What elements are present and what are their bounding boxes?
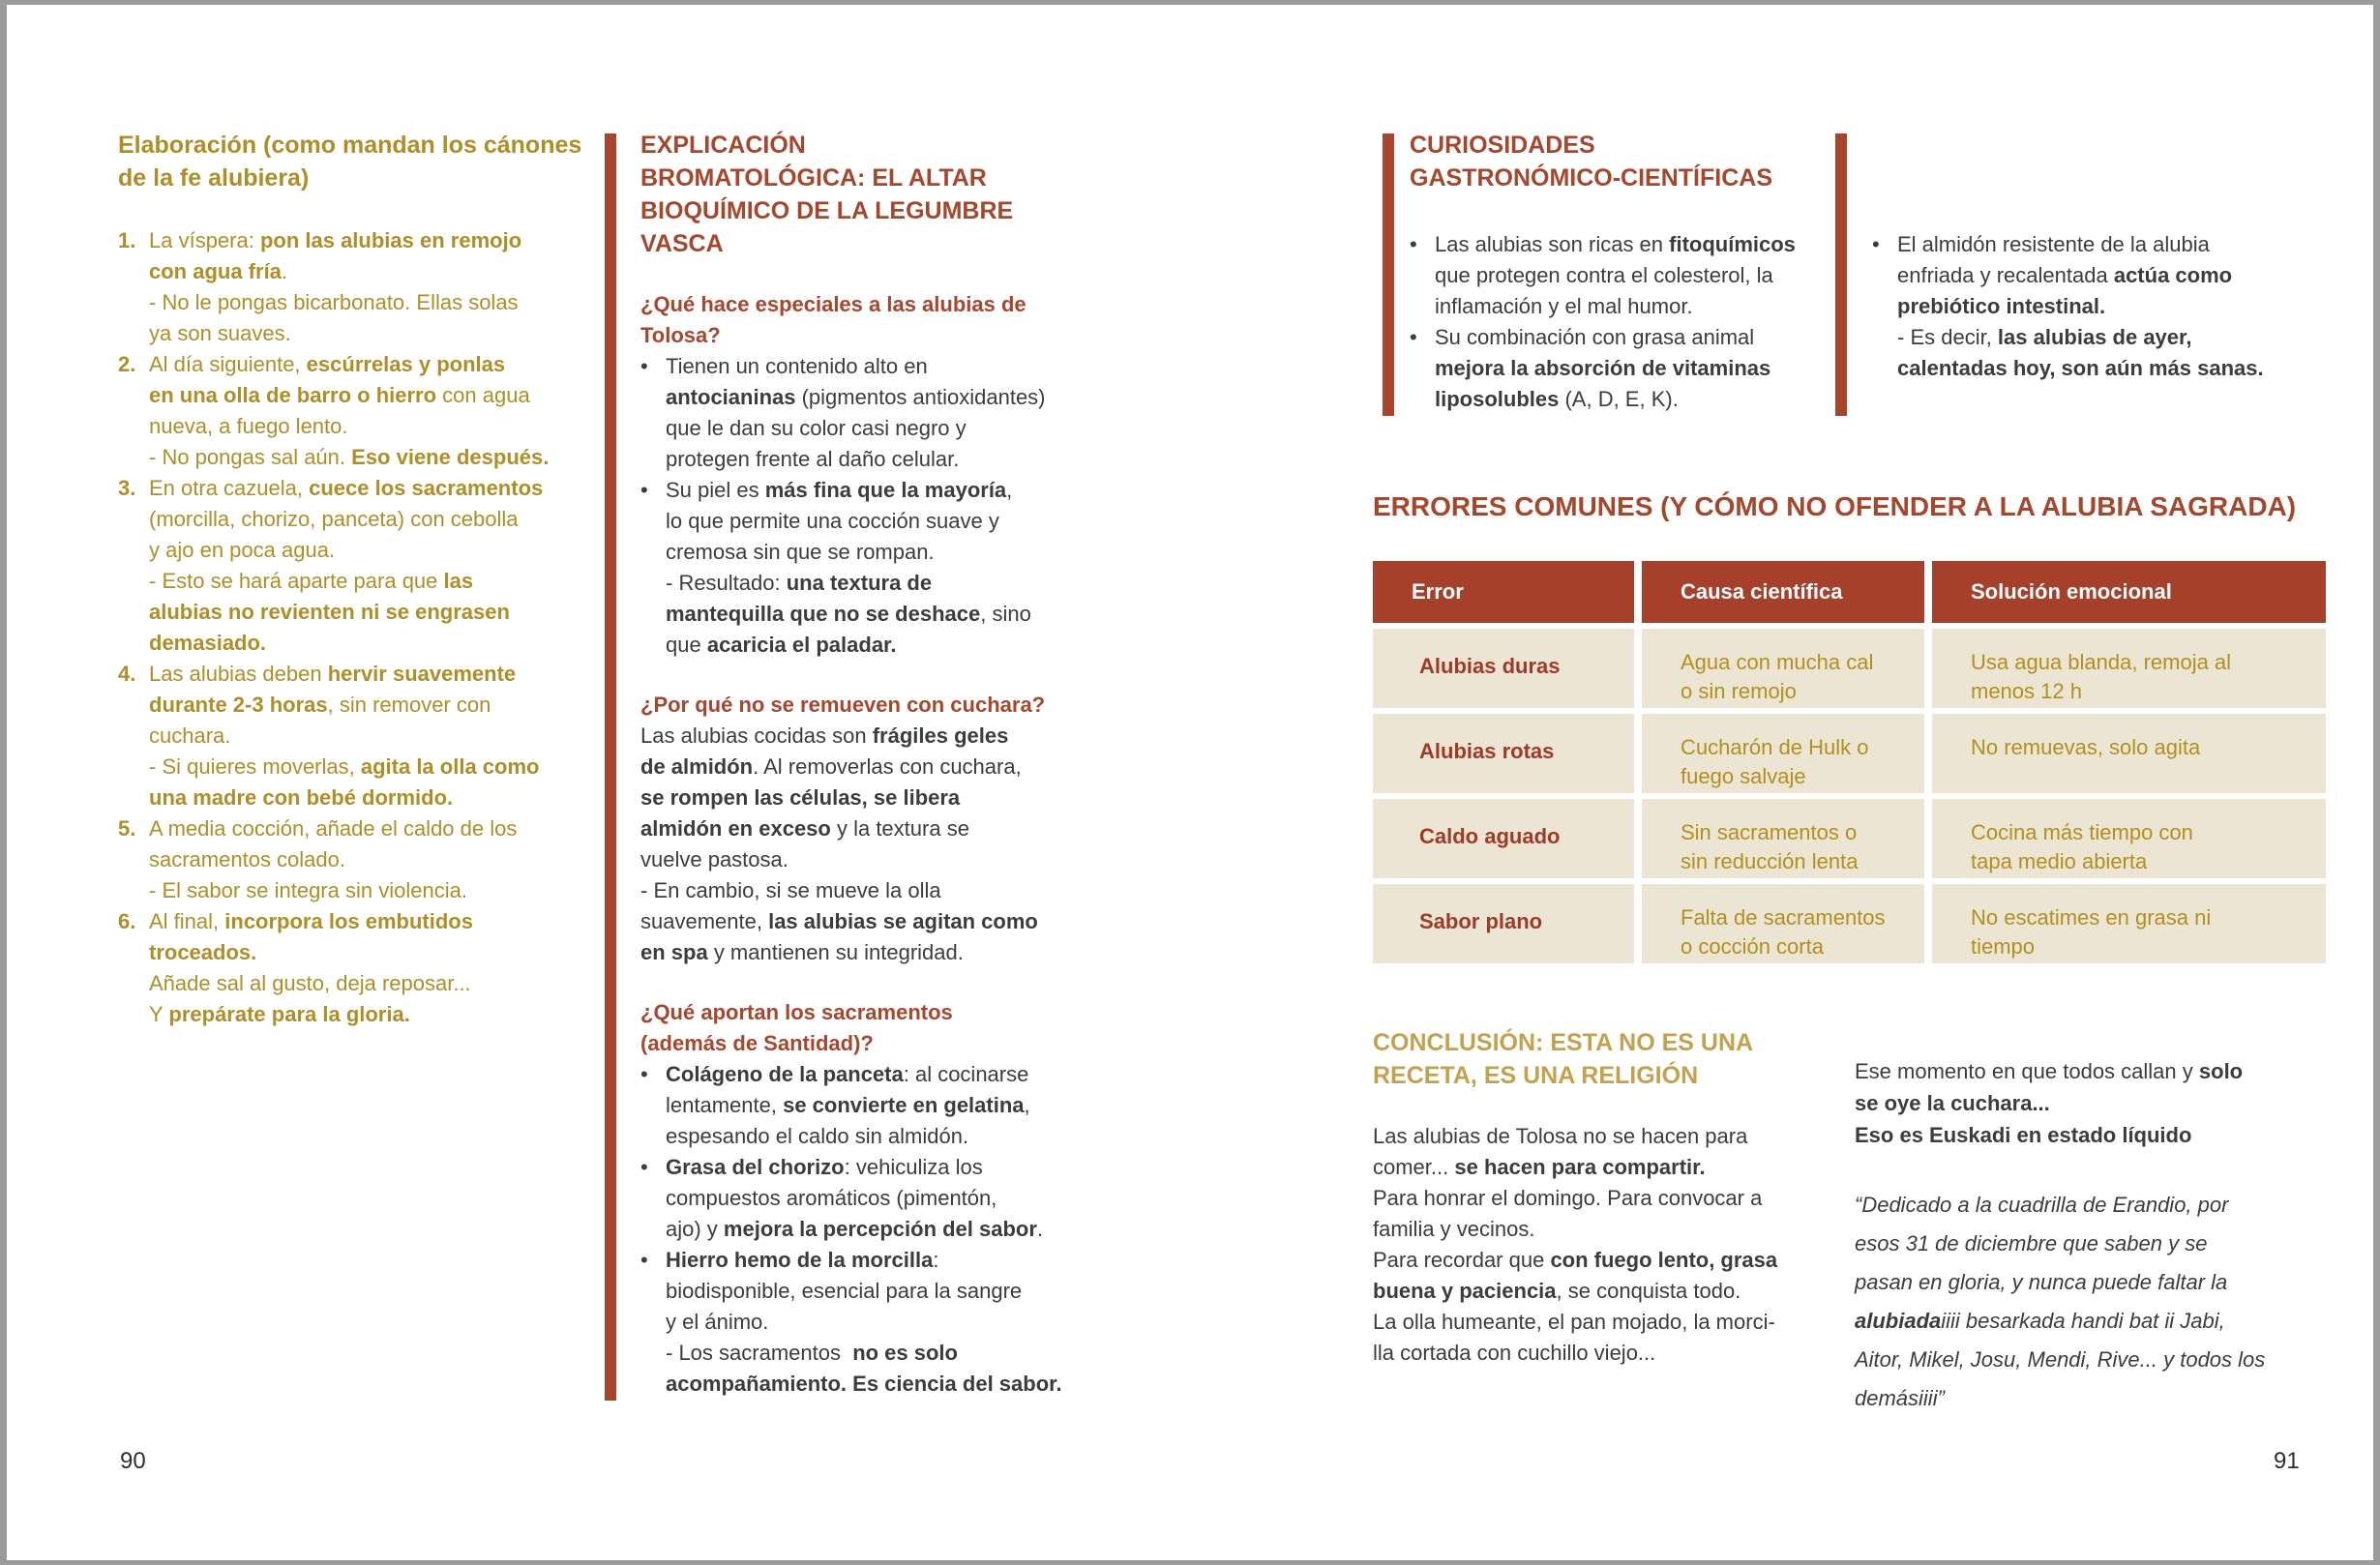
- text-line: No remuevas, solo agita: [1971, 735, 2201, 759]
- text-line: - Los sacramentos no es solo: [666, 1341, 958, 1365]
- text-line: Eso es Euskadi en estado líquido: [1855, 1123, 2192, 1147]
- text-line: enfriada y recalentada actúa como: [1897, 263, 2233, 287]
- text-block-bullet: [1410, 322, 1796, 415]
- elaboracion-steps: [118, 225, 581, 1030]
- text-line: ya son suaves.: [149, 321, 291, 345]
- table-solucion-cell: [1932, 884, 2326, 963]
- text-line: Y prepárate para la gloria.: [149, 1002, 410, 1026]
- text-line: BIOQUÍMICO DE LA LEGUMBRE: [640, 197, 1014, 224]
- explicacion-content: [640, 289, 1062, 1400]
- text-block-subhead: [640, 997, 1062, 1059]
- explicacion-section: [640, 129, 1062, 1400]
- table-error-cell: Caldo aguado: [1373, 799, 1634, 878]
- text-line: se rompen las células, se libera: [640, 785, 961, 810]
- text-line: Aitor, Mikel, Josu, Mendi, Rive... y todos los: [1855, 1347, 2266, 1372]
- text-line: que acaricia el paladar.: [666, 633, 897, 657]
- errores-table: [1373, 561, 2326, 963]
- text-block-num: [118, 906, 581, 1030]
- text-line: vuelve pastosa.: [640, 847, 788, 871]
- bullet-marker: •: [640, 1062, 648, 1086]
- text-line: inflamación y el mal humor.: [1435, 294, 1693, 318]
- conclusion-section: [1373, 1026, 1777, 1369]
- text-block-num: [118, 225, 581, 349]
- text-line: Cocina más tiempo con: [1971, 820, 2193, 844]
- text-line: Falta de sacramentos: [1681, 905, 1886, 930]
- step-number: 1.: [118, 228, 136, 252]
- text-line: buena y paciencia, se conquista todo.: [1373, 1279, 1741, 1303]
- text-block-plain: [640, 721, 1062, 968]
- text-line: Para honrar el domingo. Para convocar a: [1373, 1186, 1763, 1210]
- text-line: troceados.: [149, 940, 257, 964]
- conclusion-aside: [1855, 1055, 2265, 1151]
- curiosidades-heading: [1410, 129, 1796, 194]
- text-line: acompañamiento. Es ciencia del sabor.: [666, 1372, 1062, 1396]
- text-line: o cocción corta: [1681, 934, 1824, 959]
- text-line: RECETA, ES UNA RELIGIÓN: [1373, 1062, 1699, 1089]
- text-line: EXPLICACIÓN: [640, 132, 806, 159]
- text-line: Las alubias cocidas son frágiles geles: [640, 723, 1009, 748]
- text-line: Las alubias de Tolosa no se hacen para: [1373, 1124, 1748, 1148]
- text-line: GASTRONÓMICO-CIENTÍFICAS: [1410, 164, 1772, 192]
- text-line: de la fe alubiera): [118, 164, 310, 192]
- text-line: biodisponible, esencial para la sangre: [666, 1279, 1023, 1303]
- text-line: demásiiii”: [1855, 1386, 1945, 1410]
- explicacion-heading: [640, 129, 1062, 260]
- text-line: lo que permite una cocción suave y: [666, 509, 999, 533]
- elaboracion-section: [118, 129, 581, 1030]
- text-line: - No le pongas bicarbonato. Ellas solas: [149, 290, 519, 314]
- text-line: - El sabor se integra sin violencia.: [149, 878, 467, 902]
- bullet-marker: •: [1872, 232, 1880, 256]
- table-solucion-cell: [1932, 799, 2326, 878]
- text-line: Ese momento en que todos callan y solo: [1855, 1059, 2244, 1083]
- text-line: 3. En otra cazuela, cuece los sacramentos: [149, 473, 581, 504]
- text-line: • Colágeno de la panceta: al cocinarse: [666, 1059, 1062, 1090]
- table-causa-cell: [1642, 714, 1924, 793]
- text-line: 4. Las alubias deben hervir suavemente: [149, 659, 581, 690]
- step-number: 4.: [118, 662, 136, 686]
- text-line: que protegen contra el colesterol, la: [1435, 263, 1773, 287]
- text-line: • Tienen un contenido alto en: [666, 351, 1062, 382]
- text-line: BROMATOLÓGICA: EL ALTAR: [640, 164, 987, 192]
- text-line: suavemente, las alubias se agitan como: [640, 909, 1038, 933]
- table-solucion-cell: [1932, 629, 2326, 708]
- text-line: se oye la cuchara...: [1855, 1091, 2050, 1115]
- text-block-bullet: [640, 475, 1062, 568]
- conclusion-paragraph: [1373, 1121, 1777, 1369]
- text-line: • El almidón resistente de la alubia: [1897, 229, 2264, 260]
- elaboracion-heading: [118, 129, 581, 194]
- text-line: calentadas hoy, son aún más sanas.: [1897, 356, 2264, 380]
- text-line: compuestos aromáticos (pimentón,: [666, 1186, 997, 1210]
- text-line: en spa y mantienen su integridad.: [640, 940, 964, 964]
- table-error-cell: Alubias rotas: [1373, 714, 1634, 793]
- text-line: protegen frente al daño celular.: [666, 447, 960, 471]
- text-line: - Si quieres moverlas, agita la olla como: [149, 754, 540, 779]
- text-line: La olla humeante, el pan mojado, la morci-: [1373, 1310, 1775, 1334]
- text-line: cuchara.: [149, 723, 231, 748]
- step-number: 2.: [118, 352, 136, 376]
- text-line: y el ánimo.: [666, 1310, 769, 1334]
- text-line: sin reducción lenta: [1681, 849, 1859, 873]
- text-block-num: [118, 473, 581, 659]
- curiosidades-section: [1410, 129, 1796, 415]
- text-line: alubias no revienten ni se engrasen: [149, 600, 510, 624]
- text-line: de almidón. Al removerlas con cuchara,: [640, 754, 1022, 779]
- text-line: VASCA: [640, 230, 724, 257]
- bullet-marker: •: [640, 478, 648, 502]
- text-line: lla cortada con cuchillo viejo...: [1373, 1341, 1656, 1365]
- text-line: Usa agua blanda, remoja al: [1971, 650, 2232, 674]
- text-line: ¿Por qué no se remueven con cuchara?: [640, 693, 1046, 717]
- text-line: sacramentos colado.: [149, 847, 345, 871]
- text-block-bullet: [640, 1245, 1062, 1338]
- conclusion-heading: [1373, 1026, 1777, 1092]
- text-block-bullet: [640, 1152, 1062, 1245]
- table-header-cell: Solución emocional: [1932, 561, 2326, 623]
- table-causa-cell: [1642, 629, 1924, 708]
- text-line: alubiadaiiii besarkada handi bat ii Jabi,: [1855, 1309, 2225, 1333]
- text-line: espesando el caldo sin almidón.: [666, 1124, 969, 1148]
- text-line: 2. Al día siguiente, escúrrelas y ponlas: [149, 349, 581, 380]
- errores-heading: ERRORES COMUNES (Y CÓMO NO OFENDER A LA ALUBIA SAGRADA): [1373, 491, 2297, 521]
- text-line: Sin sacramentos o: [1681, 820, 1858, 844]
- step-number: 5.: [118, 816, 136, 841]
- text-block-num: [118, 813, 581, 906]
- text-line: - Esto se hará aparte para que las: [149, 569, 474, 593]
- bullet-marker: •: [1410, 232, 1417, 256]
- text-block-bullet: [1872, 229, 2264, 384]
- text-line: cremosa sin que se rompan.: [666, 540, 935, 564]
- text-line: almidón en exceso y la textura se: [640, 816, 969, 841]
- text-line: una madre con bebé dormido.: [149, 785, 454, 810]
- text-line: tapa medio abierta: [1971, 849, 2148, 873]
- text-line: prebiótico intestinal.: [1897, 294, 2106, 318]
- text-line: o sin remojo: [1681, 679, 1797, 703]
- conclusion-aside-column: [1855, 1055, 2265, 1418]
- text-block-subhead: [640, 690, 1062, 721]
- text-line: con agua fría.: [149, 259, 288, 283]
- bullet-marker: •: [1410, 325, 1417, 349]
- page-number-left: 90: [120, 1448, 146, 1474]
- curiosidades-col1: [1410, 229, 1796, 415]
- table-causa-cell: [1642, 799, 1924, 878]
- table-header-cell: Error: [1373, 561, 1634, 623]
- text-line: ¿Qué aportan los sacramentos: [640, 1000, 953, 1024]
- text-line: menos 12 h: [1971, 679, 2082, 703]
- text-line: comer... se hacen para compartir.: [1373, 1155, 1706, 1179]
- text-line: 1. La víspera: pon las alubias en remojo: [149, 225, 581, 256]
- table-error-cell: Alubias duras: [1373, 629, 1634, 708]
- text-line: durante 2-3 horas, sin remover con: [149, 693, 491, 717]
- text-line: - No pongas sal aún. Eso viene después.: [149, 445, 550, 469]
- text-line: liposolubles (A, D, E, K).: [1435, 387, 1679, 411]
- text-line: • Hierro hemo de la morcilla:: [666, 1245, 1062, 1276]
- page-number-right: 91: [2274, 1448, 2300, 1474]
- text-line: Agua con mucha cal: [1681, 650, 1874, 674]
- text-line: ajo) y mejora la percepción del sabor.: [666, 1217, 1044, 1241]
- text-line: - En cambio, si se mueve la olla: [640, 878, 941, 902]
- text-line: Tolosa?: [640, 323, 721, 347]
- text-line: CONCLUSIÓN: ESTA NO ES UNA: [1373, 1029, 1754, 1056]
- text-block-subhead: [640, 289, 1062, 351]
- text-block-indent: [640, 568, 1062, 661]
- text-block-indent: [640, 1338, 1062, 1400]
- text-block-bullet: [640, 351, 1062, 475]
- table-causa-cell: [1642, 884, 1924, 963]
- text-line: • Las alubias son ricas en fitoquímicos: [1435, 229, 1796, 260]
- text-line: Elaboración (como mandan los cánones: [118, 132, 582, 159]
- text-line: demasiado.: [149, 631, 267, 655]
- text-line: (morcilla, chorizo, panceta) con cebolla: [149, 507, 519, 531]
- text-block-num: [118, 349, 581, 473]
- text-block-num: [118, 659, 581, 813]
- text-line: esos 31 de diciembre que saben y se: [1855, 1231, 2208, 1255]
- text-line: Cucharón de Hulk o: [1681, 735, 1869, 759]
- curiosidades-accent-bar-middle: [1835, 133, 1847, 416]
- text-line: - Resultado: una textura de: [666, 571, 933, 595]
- text-line: tiempo: [1971, 934, 2036, 959]
- text-line: (además de Santidad)?: [640, 1031, 874, 1055]
- text-line: que le dan su color casi negro y: [666, 416, 967, 440]
- text-line: “Dedicado a la cuadrilla de Erandio, por: [1855, 1193, 2229, 1217]
- curiosidades-accent-bar-left: [1383, 133, 1394, 416]
- text-line: 5. A media cocción, añade el caldo de los: [149, 813, 581, 844]
- text-line: 6. Al final, incorpora los embutidos: [149, 906, 581, 937]
- text-block-bullet: [1410, 229, 1796, 322]
- text-line: nueva, a fuego lento.: [149, 414, 348, 438]
- text-line: fuego salvaje: [1681, 764, 1806, 788]
- step-number: 3.: [118, 476, 136, 500]
- text-line: No escatimes en grasa ni: [1971, 905, 2212, 930]
- text-line: mejora la absorción de vitaminas: [1435, 356, 1771, 380]
- step-number: 6.: [118, 909, 136, 933]
- text-line: ¿Qué hace especiales a las alubias de: [640, 292, 1026, 316]
- bullet-marker: •: [640, 1248, 648, 1272]
- bullet-marker: •: [640, 354, 648, 378]
- text-line: en una olla de barro o hierro con agua: [149, 383, 530, 407]
- dedication-quote: [1855, 1186, 2265, 1418]
- text-line: pasan en gloria, y nunca puede faltar la: [1855, 1270, 2228, 1294]
- explicacion-accent-bar: [605, 133, 616, 1401]
- table-error-cell: Sabor plano: [1373, 884, 1634, 963]
- text-line: familia y vecinos.: [1373, 1217, 1535, 1241]
- text-line: lentamente, se convierte en gelatina,: [666, 1093, 1030, 1117]
- table-header-cell: Causa científica: [1642, 561, 1924, 623]
- table-solucion-cell: [1932, 714, 2326, 793]
- bullet-marker: •: [640, 1155, 648, 1179]
- text-line: CURIOSIDADES: [1410, 132, 1595, 159]
- text-line: y ajo en poca agua.: [149, 538, 336, 562]
- text-line: mantequilla que no se deshace, sino: [666, 602, 1031, 626]
- text-line: - Es decir, las alubias de ayer,: [1897, 325, 2192, 349]
- text-line: • Su piel es más fina que la mayoría,: [666, 475, 1062, 506]
- text-line: antocianinas (pigmentos antioxidantes): [666, 385, 1046, 409]
- text-line: Añade sal al gusto, deja reposar...: [149, 971, 471, 995]
- text-block-bullet: [640, 1059, 1062, 1152]
- text-line: • Su combinación con grasa animal: [1435, 322, 1796, 353]
- text-line: • Grasa del chorizo: vehiculiza los: [666, 1152, 1062, 1183]
- curiosidades-col2: [1872, 229, 2264, 384]
- text-line: Para recordar que con fuego lento, grasa: [1373, 1248, 1778, 1272]
